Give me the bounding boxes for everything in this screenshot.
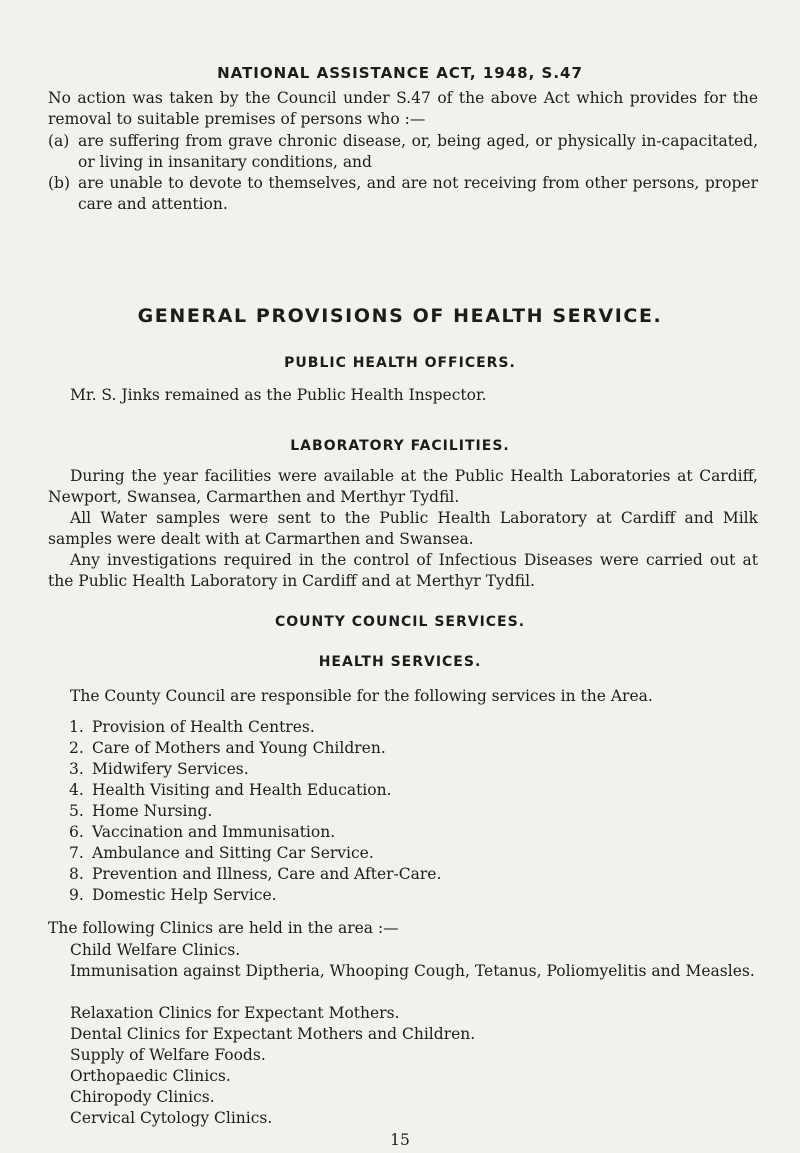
- county-council-services-heading: COUNTY COUNCIL SERVICES.: [274, 614, 526, 630]
- laboratory-facilities-heading: LABORATORY FACILITIES.: [290, 438, 510, 454]
- service-number: 9.: [69, 886, 84, 904]
- general-provisions-heading: GENERAL PROVISIONS OF HEALTH SERVICE.: [137, 305, 663, 327]
- list-item: Chiropody Clinics.: [70, 1088, 215, 1106]
- list-item: Supply of Welfare Foods.: [70, 1046, 266, 1064]
- list-item: Vaccination and Immunisation.: [92, 823, 336, 841]
- laboratory-paragraph-1: During the year facilities were available at the Public Health Laboratories at Cardiff, Newport, Swansea, Carmarthen and Merthyr Tydfil.: [48, 467, 758, 506]
- list-item: Domestic Help Service.: [92, 886, 277, 904]
- service-number: 3.: [69, 760, 84, 778]
- service-number: 4.: [69, 781, 84, 799]
- list-item: Immunisation against Diptheria, Whooping Cough, Tetanus, Poliomyelitis and Measles.: [70, 962, 755, 980]
- page-number: 15: [390, 1131, 410, 1149]
- service-number: 5.: [69, 802, 84, 820]
- item-b-text: are unable to devote to themselves, and are not receiving from other persons, proper care and attention.: [78, 174, 758, 213]
- item-b-label: (b): [48, 174, 71, 192]
- list-item: Dental Clinics for Expectant Mothers and Children.: [70, 1025, 476, 1043]
- list-item: Child Welfare Clinics.: [70, 941, 241, 959]
- public-health-officers-heading: PUBLIC HEALTH OFFICERS.: [284, 355, 516, 371]
- list-item: Cervical Cytology Clinics.: [70, 1109, 273, 1127]
- list-item: Prevention and Illness, Care and After-Care.: [92, 865, 442, 883]
- national-assistance-intro: No action was taken by the Council under S.47 of the above Act which provides for the removal to suitable premises of persons who :—: [48, 89, 758, 128]
- item-a-label: (a): [48, 132, 70, 150]
- section-heading-national-assistance: NATIONAL ASSISTANCE ACT, 1948, S.47: [217, 64, 583, 82]
- list-item: Ambulance and Sitting Car Service.: [92, 844, 374, 862]
- item-a-text: are suffering from grave chronic disease, or, being aged, or physically in-capacitated, or living in insanitary conditions, and: [78, 132, 758, 171]
- list-item: Provision of Health Centres.: [92, 718, 315, 736]
- list-item: Orthopaedic Clinics.: [70, 1067, 231, 1085]
- list-item: Home Nursing.: [92, 802, 213, 820]
- list-item: Care of Mothers and Young Children.: [92, 739, 386, 757]
- service-number: 7.: [69, 844, 84, 862]
- service-number: 1.: [69, 718, 84, 736]
- public-health-inspector-text: Mr. S. Jinks remained as the Public Health Inspector.: [70, 386, 487, 404]
- list-item: Health Visiting and Health Education.: [92, 781, 392, 799]
- service-number: 8.: [69, 865, 84, 883]
- service-number: 6.: [69, 823, 84, 841]
- list-item: Relaxation Clinics for Expectant Mothers.: [70, 1004, 400, 1022]
- laboratory-paragraph-3: Any investigations required in the control of Infectious Diseases were carried out at the Public Health Laboratory in Cardiff and at Merthyr Tydfil.: [48, 551, 758, 590]
- laboratory-paragraph-2: All Water samples were sent to the Public Health Laboratory at Cardiff and Milk samples were dealt with at Carmarthen and Swansea.: [48, 509, 758, 548]
- list-item: Midwifery Services.: [92, 760, 249, 778]
- health-services-heading: HEALTH SERVICES.: [318, 654, 482, 670]
- health-services-intro: The County Council are responsible for the following services in the Area.: [70, 687, 653, 705]
- clinics-intro: The following Clinics are held in the area :—: [48, 919, 399, 937]
- service-number: 2.: [69, 739, 84, 757]
